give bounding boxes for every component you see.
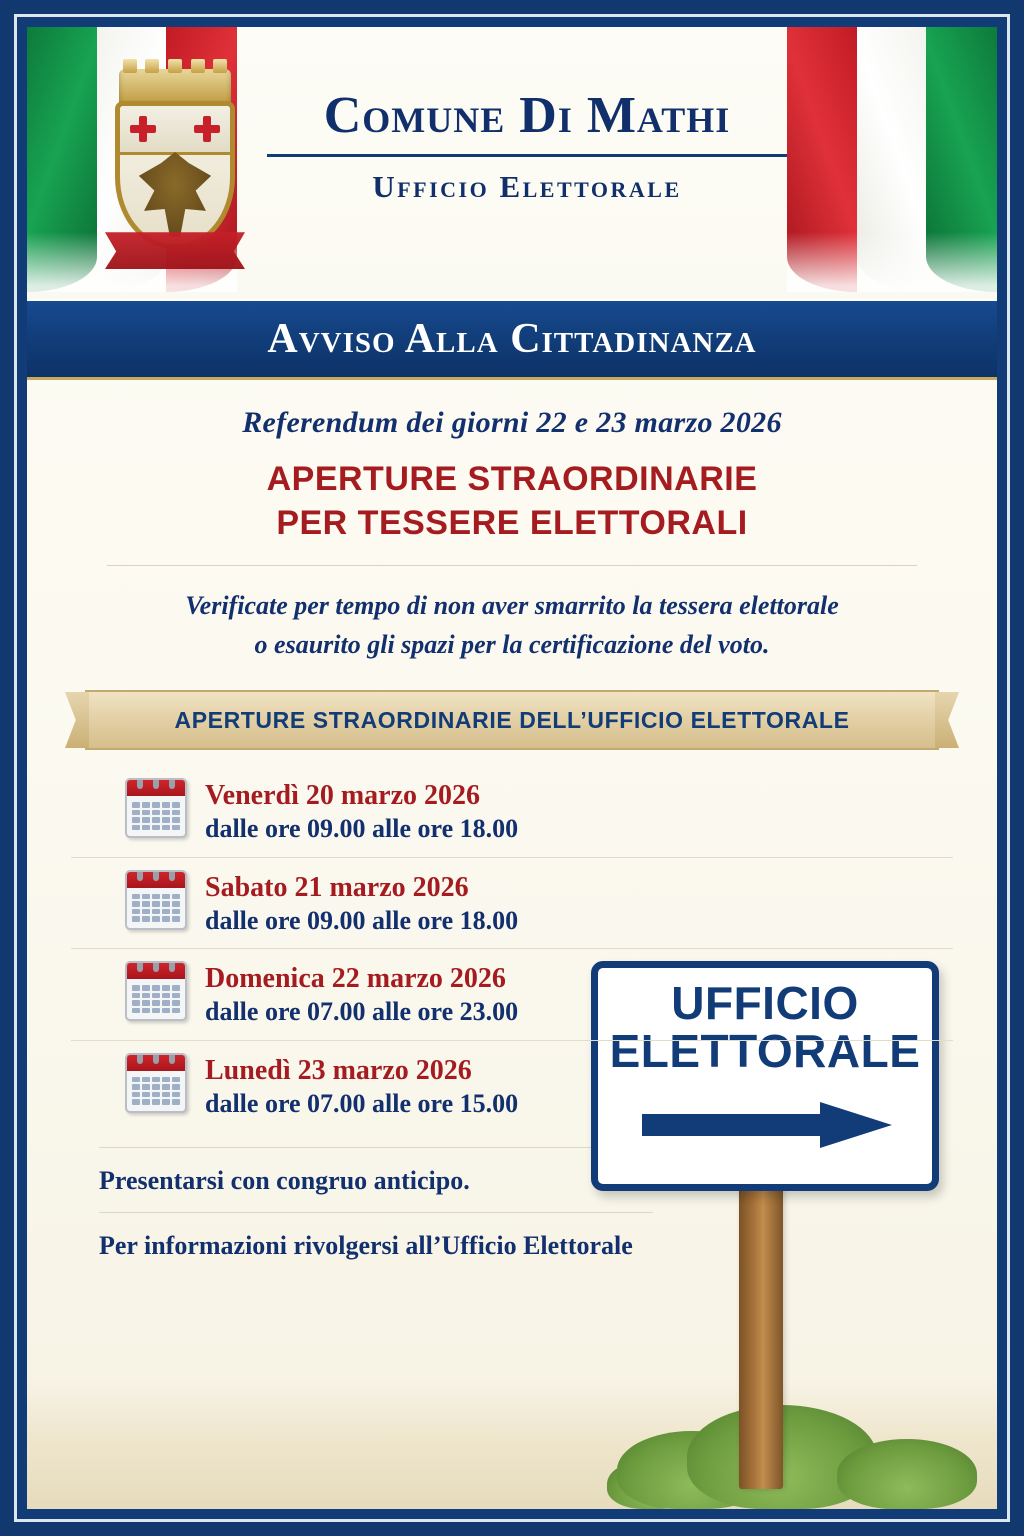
list-item <box>71 1041 953 1132</box>
schedule-day: Sabato 21 marzo 2026 <box>205 871 469 903</box>
referendum-dates: Referendum dei giorni 22 e 23 marzo 2026 <box>242 406 782 439</box>
main-heading <box>71 458 953 545</box>
list-item <box>71 766 953 858</box>
note-info: Per informazioni rivolgersi all’Ufficio Elettorale <box>99 1231 633 1261</box>
italian-flag-icon <box>787 27 997 292</box>
schedule-hours: dalle ore 07.00 alle ore 15.00 <box>205 1089 519 1119</box>
calendar-icon <box>125 870 187 930</box>
page-title: Comune Di Mathi <box>323 87 731 144</box>
schedule-hours: dalle ore 09.00 alle ore 18.00 <box>205 814 519 844</box>
main-heading-line2: PER TESSERE ELETTORALI <box>276 503 748 542</box>
poster-border <box>14 14 1010 1522</box>
list-item <box>71 949 953 1041</box>
list-item <box>71 858 953 950</box>
header-titles <box>257 89 797 205</box>
schedule-day: Lunedì 23 marzo 2026 <box>205 1054 472 1086</box>
title-divider <box>267 154 787 157</box>
notice-line-2: o esaurito gli spazi per la certificazione del voto. <box>254 630 770 660</box>
schedule-ribbon <box>85 690 939 750</box>
notice-text <box>71 586 953 664</box>
schedule-hours: dalle ore 07.00 alle ore 23.00 <box>205 997 519 1027</box>
poster-body <box>27 380 997 1261</box>
calendar-icon <box>125 778 187 838</box>
schedule-hours: dalle ore 09.00 alle ore 18.00 <box>205 905 519 935</box>
schedule-ribbon-title: APERTURE STRAORDINARIE DELL’UFFICIO ELETTORALE <box>174 706 850 733</box>
divider <box>107 565 917 566</box>
main-heading-line1: APERTURE STRAORDINARIE <box>266 460 758 498</box>
schedule-list <box>71 766 953 1131</box>
schedule-day: Domenica 22 marzo 2026 <box>205 963 506 995</box>
poster-header <box>27 27 997 299</box>
sign-line-2: ELETTORALE <box>609 1024 921 1077</box>
banner-title: Avviso Alla Cittadinanza <box>267 316 757 362</box>
poster-paper <box>27 27 997 1509</box>
office-subtitle: Ufficio Elettorale <box>372 168 682 204</box>
calendar-icon <box>125 961 187 1021</box>
coat-of-arms-icon <box>105 69 245 269</box>
notice-banner <box>27 299 997 380</box>
sign-line-1: UFFICIO <box>671 977 859 1029</box>
note-advance: Presentarsi con congruo anticipo. <box>99 1166 470 1196</box>
calendar-icon <box>125 1053 187 1113</box>
schedule-day: Venerdì 20 marzo 2026 <box>205 780 481 812</box>
notice-line-1: Verificate per tempo di non aver smarrito la tessera elettorale <box>185 591 839 621</box>
